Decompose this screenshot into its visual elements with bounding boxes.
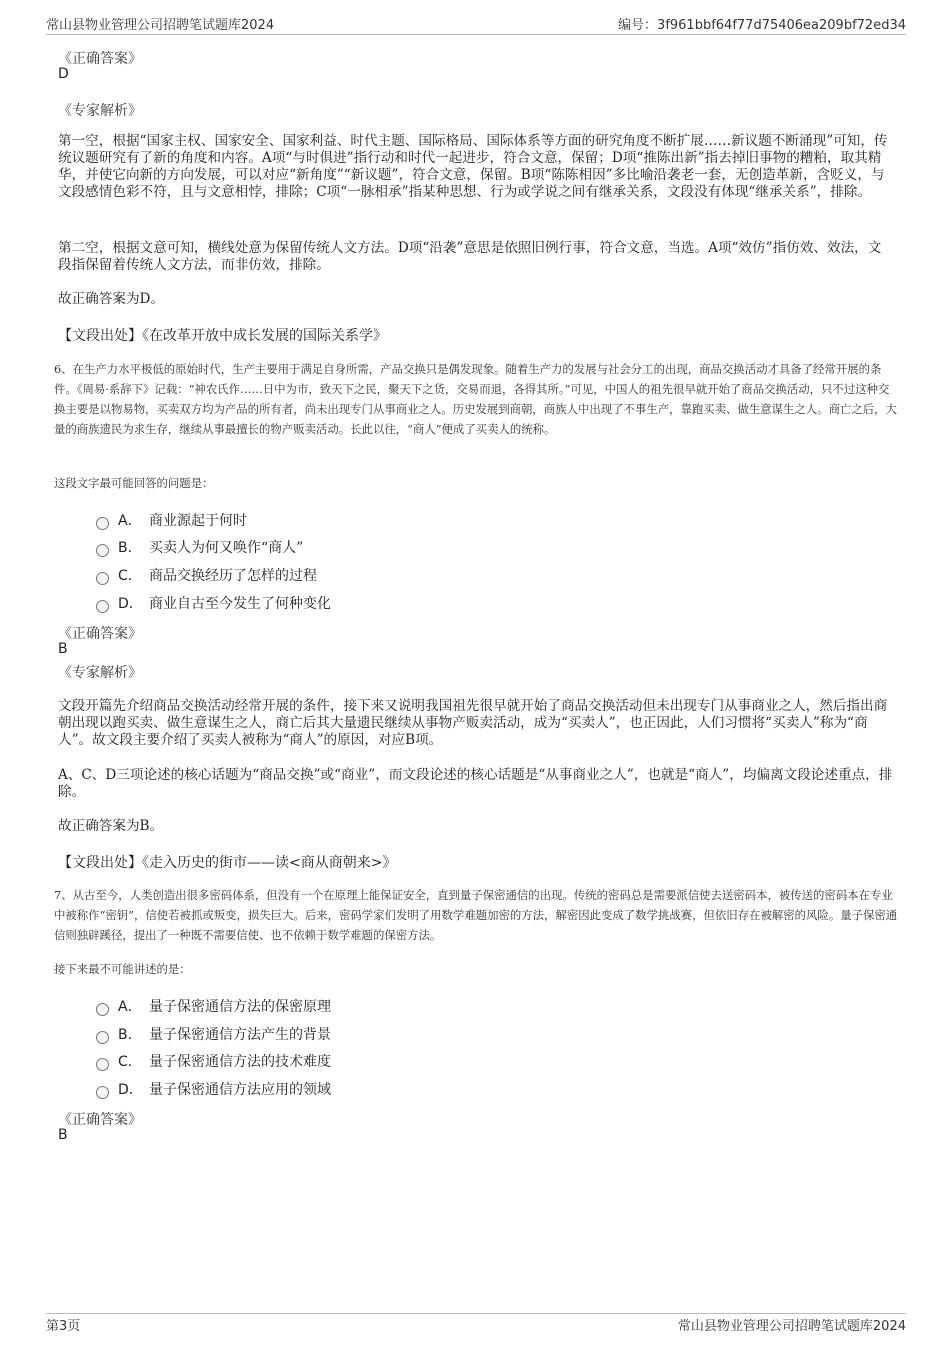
radio-icon[interactable]	[96, 600, 109, 613]
q6-analysis-paragraph-3: 故正确答案为B。	[58, 818, 164, 834]
q6-option-c[interactable]	[96, 565, 317, 585]
option-letter: B．	[118, 540, 142, 556]
q6-source: 【文段出处】《走入历史的街市——读<商从商朝来>》	[58, 855, 397, 871]
radio-icon[interactable]	[96, 1003, 109, 1016]
q5-analysis-paragraph-3: 故正确答案为D。	[58, 291, 165, 307]
q5-source: 【文段出处】《在改革开放中成长发展的国际关系学》	[58, 328, 387, 344]
option-text: 买卖人为何又唤作“商人”	[149, 540, 304, 556]
option-letter: B．	[118, 1027, 142, 1043]
header-document-id: 编号：3f961bbf64f77d75406ea209bf72ed34	[618, 18, 906, 33]
radio-icon[interactable]	[96, 1031, 109, 1044]
q5-answer: D	[58, 66, 69, 82]
q7-option-a[interactable]	[96, 996, 331, 1016]
q6-stem: 6、在生产力水平极低的原始时代，生产主要用于满足自身所需，产品交换只是偶发现象。随着生产力的发展与社会分工的出现，商品交换活动才具备了经常开展的条件。《周易·系辞下》记载：“神农氏作……日中为市，致天下之民，聚天下之货，交易而退，各得其所。”可见，中国人的祖先很早就开始了商品交换活动，只不过这种交换主要是以物易物，买卖双方均为产品的所有者，尚未出现专门从事商业之人。历史发展到商朝，商族人中出现了不事生产，靠跑买卖、做生意谋生之人。商亡之后，大量的商族遗民为求生存，继续从事最擅长的物产贩卖活动。长此以往，“商人”便成了买卖人的统称。	[54, 362, 897, 436]
header-title: 常山县物业管理公司招聘笔试题库2024	[46, 18, 275, 33]
option-letter: A．	[118, 513, 142, 529]
q5-answer-label: 《正确答案》	[58, 51, 142, 67]
q7-prompt: 接下来最不可能讲述的是：	[54, 962, 191, 976]
option-text: 商品交换经历了怎样的过程	[149, 568, 317, 584]
option-text: 量子保密通信方法应用的领域	[149, 1082, 331, 1098]
q5-analysis-paragraph-1: 第一空，根据“国家主权、国家安全、国家利益、时代主题、国际格局、国际体系等方面的研究角度不断扩展……新议题不断涌现”可知，传统议题研究有了新的角度和内容。A项“与时俱进”指行动和时代一起进步，符合文意，保留；D项“推陈出新”指去掉旧事物的糟粕，取其精华，并使它向新的方向发展，可以对应“新角度”“新议题”，符合文意，保留。B项“陈陈相因”多比喻沿袭老一套，无创造革新，含贬义，与文段感情色彩不符，且与文意相悖，排除；C项“一脉相承”指某种思想、行为或学说之间有继承关系，文段没有体现“继承关系”，排除。	[58, 133, 888, 200]
option-text: 量子保密通信方法产生的背景	[149, 1027, 331, 1043]
radio-icon[interactable]	[96, 1058, 109, 1071]
option-text: 量子保密通信方法的技术难度	[149, 1054, 331, 1070]
radio-icon[interactable]	[96, 517, 109, 530]
q6-option-a[interactable]	[96, 510, 247, 530]
q6-analysis-paragraph-2: A、C、D三项论述的核心话题为“商品交换”或“商业”，而文段论述的核心话题是“从事商业之人”，也就是“商人”，均偏离文段论述重点，排除。	[58, 767, 893, 800]
q7-option-b[interactable]	[96, 1024, 331, 1044]
q6-option-d[interactable]	[96, 593, 331, 613]
q7-answer: B	[58, 1127, 68, 1143]
q7-option-d[interactable]	[96, 1079, 331, 1099]
option-letter: A．	[118, 999, 142, 1015]
option-text: 量子保密通信方法的保密原理	[149, 999, 331, 1015]
option-letter: C．	[118, 1054, 142, 1070]
option-text: 商业自古至今发生了何种变化	[149, 596, 331, 612]
page-footer	[46, 1313, 906, 1335]
q7-answer-label: 《正确答案》	[58, 1112, 142, 1128]
q6-answer: B	[58, 641, 68, 657]
q6-option-b[interactable]	[96, 537, 303, 557]
option-letter: D．	[118, 596, 143, 612]
q6-analysis-paragraph-1: 文段开篇先介绍商品交换活动经常开展的条件，接下来又说明我国祖先很早就开始了商品交换活动但未出现专门从事商业之人，然后指出商朝出现以跑买卖、做生意谋生之人，商亡后其大量遗民继续从事物产贩卖活动，成为“买卖人”，也正因此，人们习惯将“买卖人”称为“商人”。故文段主要介绍了买卖人被称为“商人”的原因，对应B项。	[58, 698, 888, 748]
option-text: 商业源起于何时	[149, 513, 247, 529]
q5-analysis-paragraph-2: 第二空，根据文意可知，横线处意为保留传统人文方法。D项“沿袭”意思是依照旧例行事，符合文意，当选。A项“效仿”指仿效、效法，文段指保留着传统人文方法，而非仿效，排除。	[58, 240, 882, 273]
footer-title: 常山县物业管理公司招聘笔试题库2024	[677, 1319, 906, 1334]
q6-answer-label: 《正确答案》	[58, 626, 142, 642]
radio-icon[interactable]	[96, 1086, 109, 1099]
q5-analysis-label: 《专家解析》	[58, 103, 142, 119]
q6-prompt: 这段文字最可能回答的问题是：	[54, 476, 214, 490]
option-letter: C．	[118, 568, 142, 584]
page-header	[46, 14, 906, 35]
q6-analysis-label: 《专家解析》	[58, 665, 142, 681]
option-letter: D．	[118, 1082, 143, 1098]
q7-stem: 7、从古至今，人类创造出很多密码体系，但没有一个在原理上能保证安全，直到量子保密通信的出现。传统的密码总是需要派信使去送密码本，被传送的密码本在专业中被称作“密钥”，信使若被抓或叛变，损失巨大。后来，密码学家们发明了用数学难题加密的方法，解密因此变成了数学挑战赛，但依旧存在被解密的风险。量子保密通信则独辟蹊径，提出了一种既不需要信使、也不依赖于数学难题的保密方法。	[54, 888, 898, 942]
q7-option-c[interactable]	[96, 1051, 331, 1071]
radio-icon[interactable]	[96, 544, 109, 557]
radio-icon[interactable]	[96, 572, 109, 585]
page-number: 第3页	[46, 1319, 81, 1334]
